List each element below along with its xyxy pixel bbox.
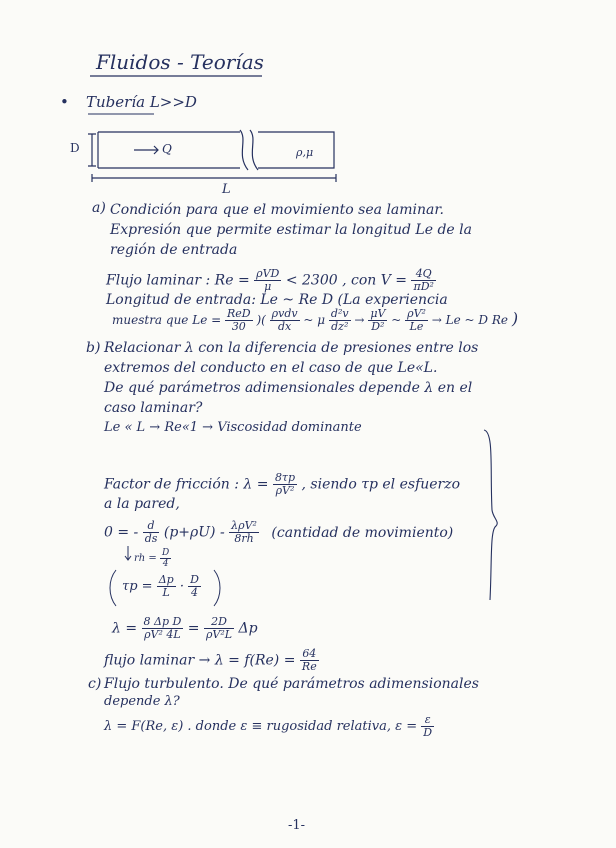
muestra-text: muestra que Le = [112,313,222,327]
l2-den: ρV²L [205,628,233,641]
rh-den: 4 [162,559,169,569]
laminar-friction-text: flujo laminar → λ = f(Re) = [104,652,296,669]
f4-num: ρV² [407,307,426,320]
arrow-1: → [354,313,365,327]
part-a-line-1: Condición para que el movimiento sea laminar. [110,202,444,218]
equals: = [187,620,200,637]
page-number: -1- [288,818,306,833]
tp2-fraction [188,574,201,599]
l2-num: 2D [204,616,234,629]
lambda-eq: λ = [112,620,138,637]
lambda-num: 8τp [274,471,296,484]
tp-paren-right [214,570,220,606]
eq-zero: 0 = - [104,524,139,541]
paren-close: ) [511,309,519,328]
le-fraction [225,308,253,333]
tp2-den: 4 [191,586,199,599]
f3-fraction [368,308,387,333]
laminar-friction [104,648,319,673]
paren-open: )( [256,313,266,327]
momentum-equation [104,520,453,545]
tp-paren-left [110,570,116,606]
tp1-num: Δp [158,573,174,586]
wall-text: a la pared, [104,496,180,512]
lambda-den: ρV² [275,484,295,497]
entrance-length: Longitud de entrada: Le ~ Re D (La experiencia [106,292,448,308]
lambda-result [112,616,258,641]
f1-den: dx [278,320,292,333]
f2-den: dz² [331,320,349,333]
part-c-text: λ = F(Re, ε) . donde ε ≡ rugosidad relativa, ε = [104,719,418,734]
rh-num: D [161,548,170,558]
wall-stress [122,574,201,599]
part-b-line-3: De qué parámetros adimensionales depende λ en el [104,380,473,396]
tp-label: τp = [122,579,153,594]
bullet: • [60,93,69,111]
part-c-line-2: depende λ? [104,694,180,709]
part-b-line-2: extremos del conducto en el caso de que Le«L. [104,360,438,376]
laminar-condition [106,268,436,293]
viscous-dominant: Le « L → Re«1 → Viscosidad dominante [104,420,362,435]
fl-den: Re [301,660,317,673]
delta-p: Δp [238,620,258,637]
f2-fraction [329,308,351,333]
re-condition: < 2300 , con V = [285,272,408,289]
re-num: ρVD [256,267,280,280]
part-c-line-3 [104,714,434,739]
fl-num: 64 [300,648,319,661]
v-num: 4Q [411,268,435,281]
eps-den: D [423,726,433,739]
rh-fraction [160,548,171,569]
part-b-line-1: Relacionar λ con la diferencia de presiones entre los [104,340,479,356]
l2-fraction [204,616,234,641]
velocity-fraction [411,268,435,293]
entrance-estimate [112,308,518,333]
page-title: Fluidos - Teorías [96,50,264,74]
section-heading: Tubería L>>D [86,93,197,111]
f3-num: μV [370,307,386,320]
part-c-label: c) [88,676,102,692]
d-ds-fraction [143,520,160,545]
eps-num: ε [421,714,434,727]
siendo-text: , siendo τp el esfuerzo [301,476,461,493]
lambda-fraction [273,472,297,497]
l1-num: 8 Δp D [143,615,182,628]
part-a-line-2: Expresión que permite estimar la longitud Le de la [110,222,472,238]
f1-num: ρvdv [271,307,298,320]
tp2-num: D [190,573,199,586]
shear-fraction [229,520,259,545]
cantidad-text: (cantidad de movimiento) [271,524,454,541]
shear-den: 8rh [234,532,254,545]
part-a-line-3: región de entrada [110,242,238,258]
friction-factor [104,472,460,497]
f1-fraction [270,308,300,333]
tilde-1: ~ μ [303,313,326,327]
label-flow: Q [162,142,172,156]
label-diameter: D [70,141,80,155]
reynolds-fraction [254,268,281,293]
laminar-text: Flujo laminar : Re = [106,272,250,289]
part-a-label: a) [92,200,106,216]
re-den: μ [264,280,272,293]
f4-fraction [405,308,428,333]
le-den: 30 [231,320,246,333]
f2-num: d²v [330,307,349,320]
le-num: ReD [227,307,251,320]
64-re-fraction [300,648,319,673]
part-c-line-1: Flujo turbulento. De qué parámetros adimensionales [104,676,479,692]
right-brace [484,430,497,600]
label-length: L [222,182,231,197]
l1-fraction [142,616,184,641]
tp1-den: L [162,586,170,599]
rh-arrow [125,546,131,560]
d-den: ds [144,532,158,545]
pressure-term: (p+ρU) - [163,524,225,541]
rh-label: rh = [134,553,157,564]
tail: → Le ~ D Re [431,313,508,327]
l1-den: ρV² 4L [144,628,181,641]
tp1-fraction [157,574,176,599]
factor-text: Factor de fricción : λ = [104,476,269,493]
d-num: d [143,520,160,533]
label-density-viscosity: ρ,μ [296,146,314,159]
tilde-2: ~ [391,313,402,327]
dot: · [179,579,184,594]
epsilon-fraction [421,714,434,739]
part-b-label: b) [86,340,101,356]
hydraulic-radius [134,548,171,569]
f3-den: D² [371,320,385,333]
part-b-line-4: caso laminar? [104,400,203,416]
v-den: πD² [413,280,434,293]
shear-num: λρV² [231,519,257,532]
f4-den: Le [409,320,424,333]
